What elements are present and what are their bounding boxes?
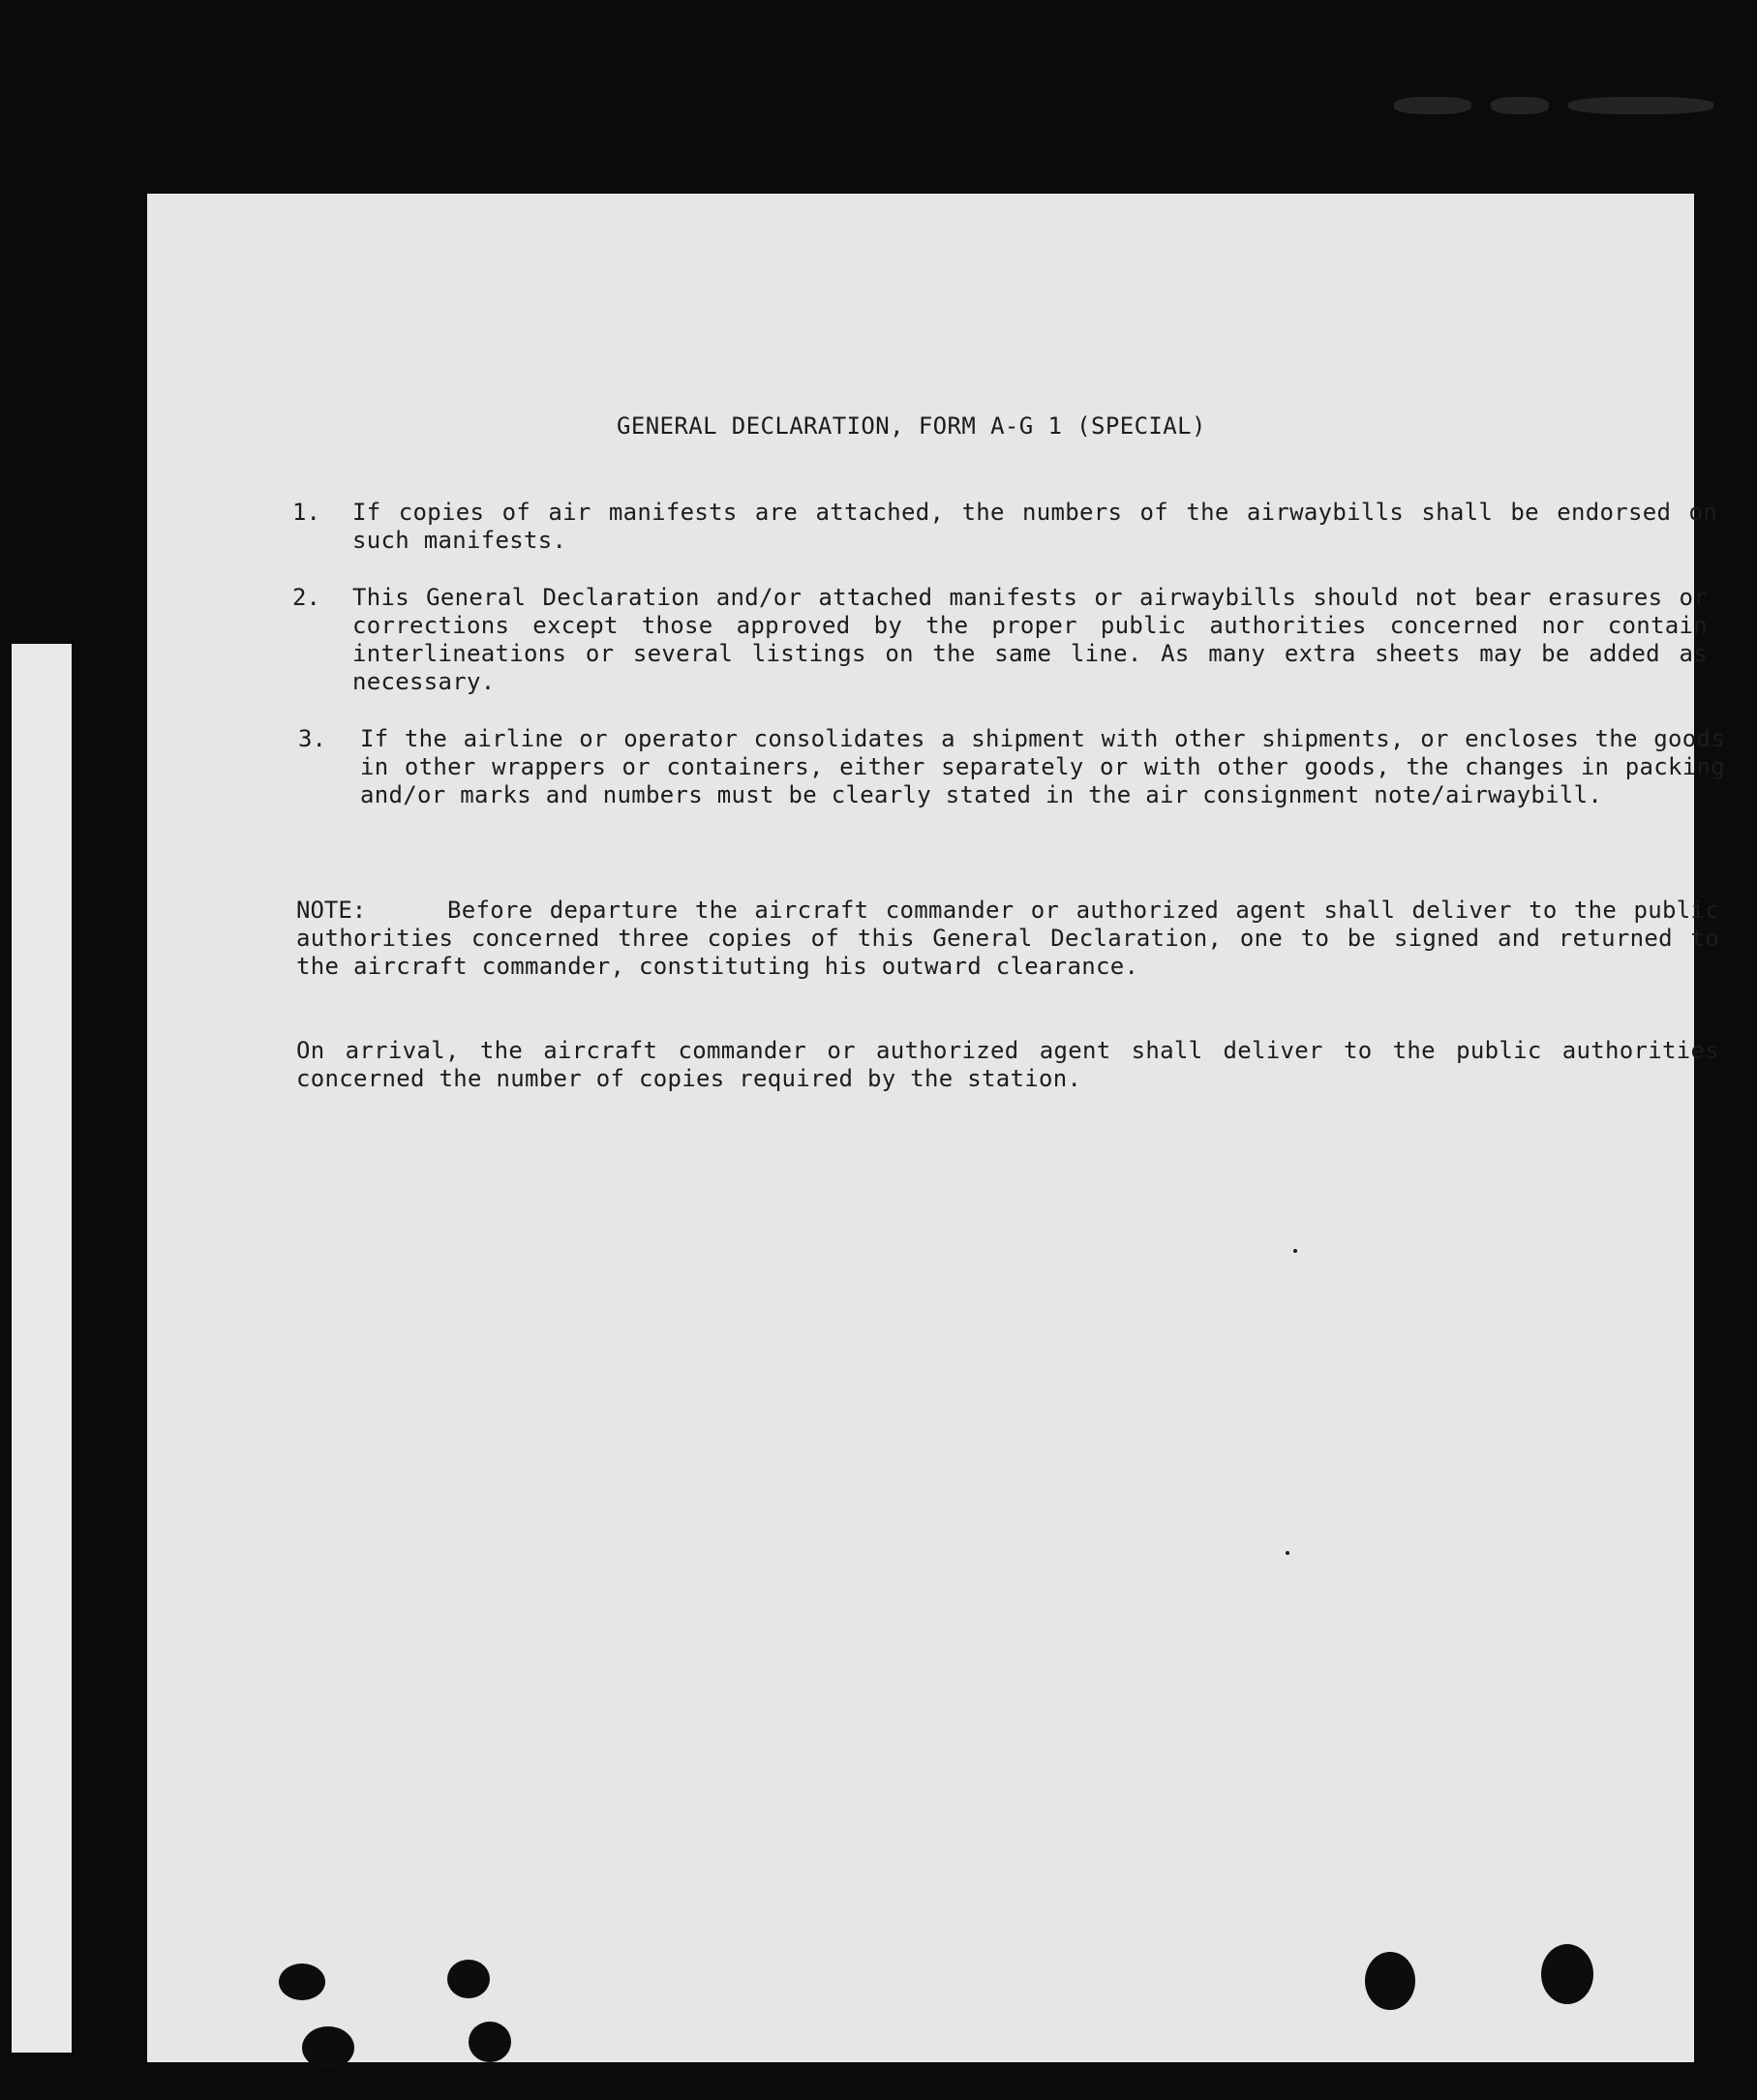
ink-blot <box>447 1960 490 1998</box>
ink-blot <box>279 1963 325 2000</box>
item-text: This General Declaration and/or attached manifests or airwaybills should not bear erasures or corrections except those approved by the proper public authorities concerned nor contain interlineations or several listings on the same line. As many extra sheets may be added as necessary. <box>352 584 1708 695</box>
ink-blot <box>1365 1952 1415 2010</box>
item-text: If the airline or operator consolidates a shipment with other shipments, or encloses the goods in other wrappers or containers, either separately or with other goods, the changes in packing and/or marks and numbers must be clearly stated in the air consignment note/airwaybill. <box>360 725 1725 808</box>
arrival-text: On arrival, the aircraft commander or authorized agent shall deliver to the public authorities concerned the number of copies required by the station. <box>296 1037 1719 1092</box>
speck <box>1293 1249 1297 1253</box>
note-text: Before departure the aircraft commander or authorized agent shall deliver to the public authorities concerned three copies of this General Declaration, one to be signed and returned to the aircraft commander, constituting his outward clearance. <box>296 897 1719 980</box>
item-number: 1. <box>292 499 320 526</box>
item-number: 2. <box>292 584 320 611</box>
underlying-sheet-edge <box>12 644 72 2053</box>
page-title: GENERAL DECLARATION, FORM A-G 1 (SPECIAL) <box>617 412 1206 440</box>
document-page <box>147 194 1725 2062</box>
scan-noise <box>1491 97 1549 114</box>
ink-blot <box>302 2026 354 2069</box>
ink-blot <box>469 2022 511 2062</box>
item-text: If copies of air manifests are attached, the numbers of the airwaybills shall be endorsed on such manifests. <box>352 499 1717 554</box>
speck <box>1286 1551 1289 1555</box>
item-number: 3. <box>298 725 326 752</box>
ink-blot <box>1541 1944 1593 2004</box>
scan-noise <box>1568 97 1713 114</box>
note-label: NOTE: <box>296 897 367 924</box>
scan-noise <box>1394 97 1471 114</box>
